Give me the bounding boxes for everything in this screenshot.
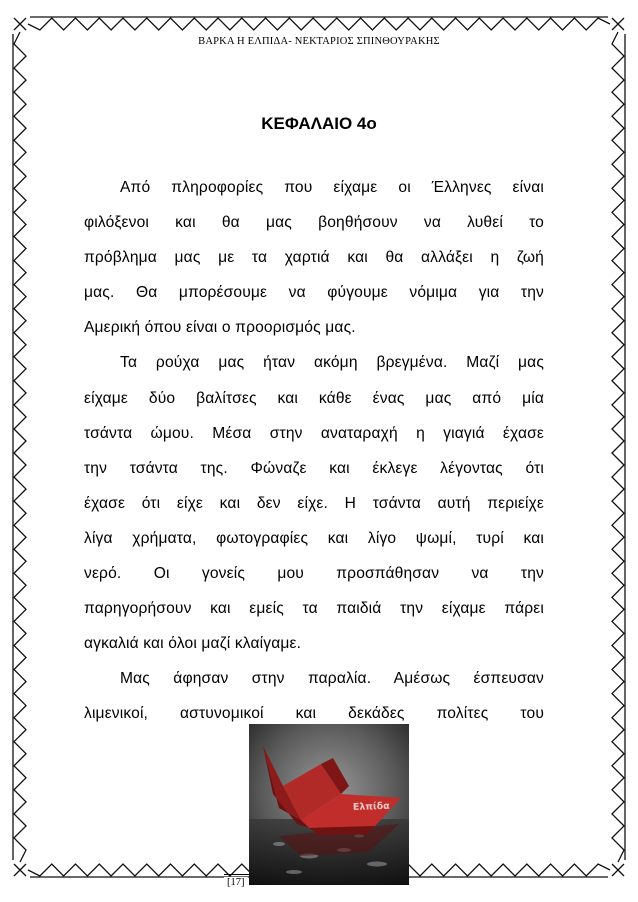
border-zigzag	[612, 32, 624, 862]
border-corner-ornament	[612, 864, 624, 876]
text-line: αγκαλιά και όλοι μαζί κλαίγαμε.	[84, 635, 302, 653]
text-line: είχαμε δύο βαλίτσες και κάθε ένας μας από μία	[84, 389, 544, 407]
boat-label: Ελπίδα	[352, 800, 390, 813]
text-line: Μας άφησαν στην παραλία. Αμέσως έσπευσαν	[120, 670, 544, 688]
running-header: ΒΑΡΚΑ Η ΕΛΠΙΔΑ- ΝΕΚΤΑΡΙΟΣ ΣΠΙΝΘΟΥΡΑΚΗΣ	[198, 36, 440, 47]
text-line: μας. Θα μπορέσουμε να φύγουμε νόμιμα για την	[84, 284, 544, 302]
text-line: Τα ρούχα μας ήταν ακόμη βρεγμένα. Μαζί μας	[120, 354, 544, 372]
text-line: φιλόξενοι και θα μας βοηθήσουν να λυθεί το	[84, 214, 544, 232]
border-corner-ornament	[612, 18, 624, 30]
page-number: [17]	[224, 877, 248, 888]
text-line: λιμενικοί, αστυνομικοί και δεκάδες πολίτες του	[84, 705, 544, 723]
border-corner-ornament	[14, 864, 26, 876]
text-line: νερό. Οι γονείς μου προσπάθησαν να την	[84, 565, 544, 583]
text-line: παρηγορήσουν και εμείς τα παιδιά την είχαμε πάρει	[84, 600, 544, 618]
text-line: Από πληροφορίες που είχαμε οι Έλληνες είναι	[120, 179, 544, 196]
text-line: τσάντα ώμου. Μέσα στην αναταραχή η γιαγιά έχασε	[84, 424, 544, 442]
chapter-title: ΚΕΦΑΛΑΙΟ 4ο	[261, 114, 377, 133]
text-line: λίγα χρήματα, φωτογραφίες και λίγο ψωμί, τυρί και	[84, 529, 544, 547]
text-line: έχασε ότι είχε και δεν είχε. Η τσάντα αυτή περιείχε	[84, 494, 544, 512]
text-line: Αμερική όπου είναι ο προορισμός μας.	[84, 319, 356, 337]
border-corner-ornament	[14, 18, 26, 30]
paper-boat-photo	[249, 724, 409, 885]
page-number-rule	[224, 874, 250, 875]
border-zigzag	[14, 32, 26, 862]
text-line: την τσάντα της. Φώναζε και έκλεγε λέγοντας ότι	[84, 459, 544, 477]
border-zigzag	[28, 18, 610, 30]
body-text	[84, 176, 544, 738]
text-line: πρόβλημα μας με τα χαρτιά και θα αλλάξει η ζωή	[84, 249, 544, 267]
